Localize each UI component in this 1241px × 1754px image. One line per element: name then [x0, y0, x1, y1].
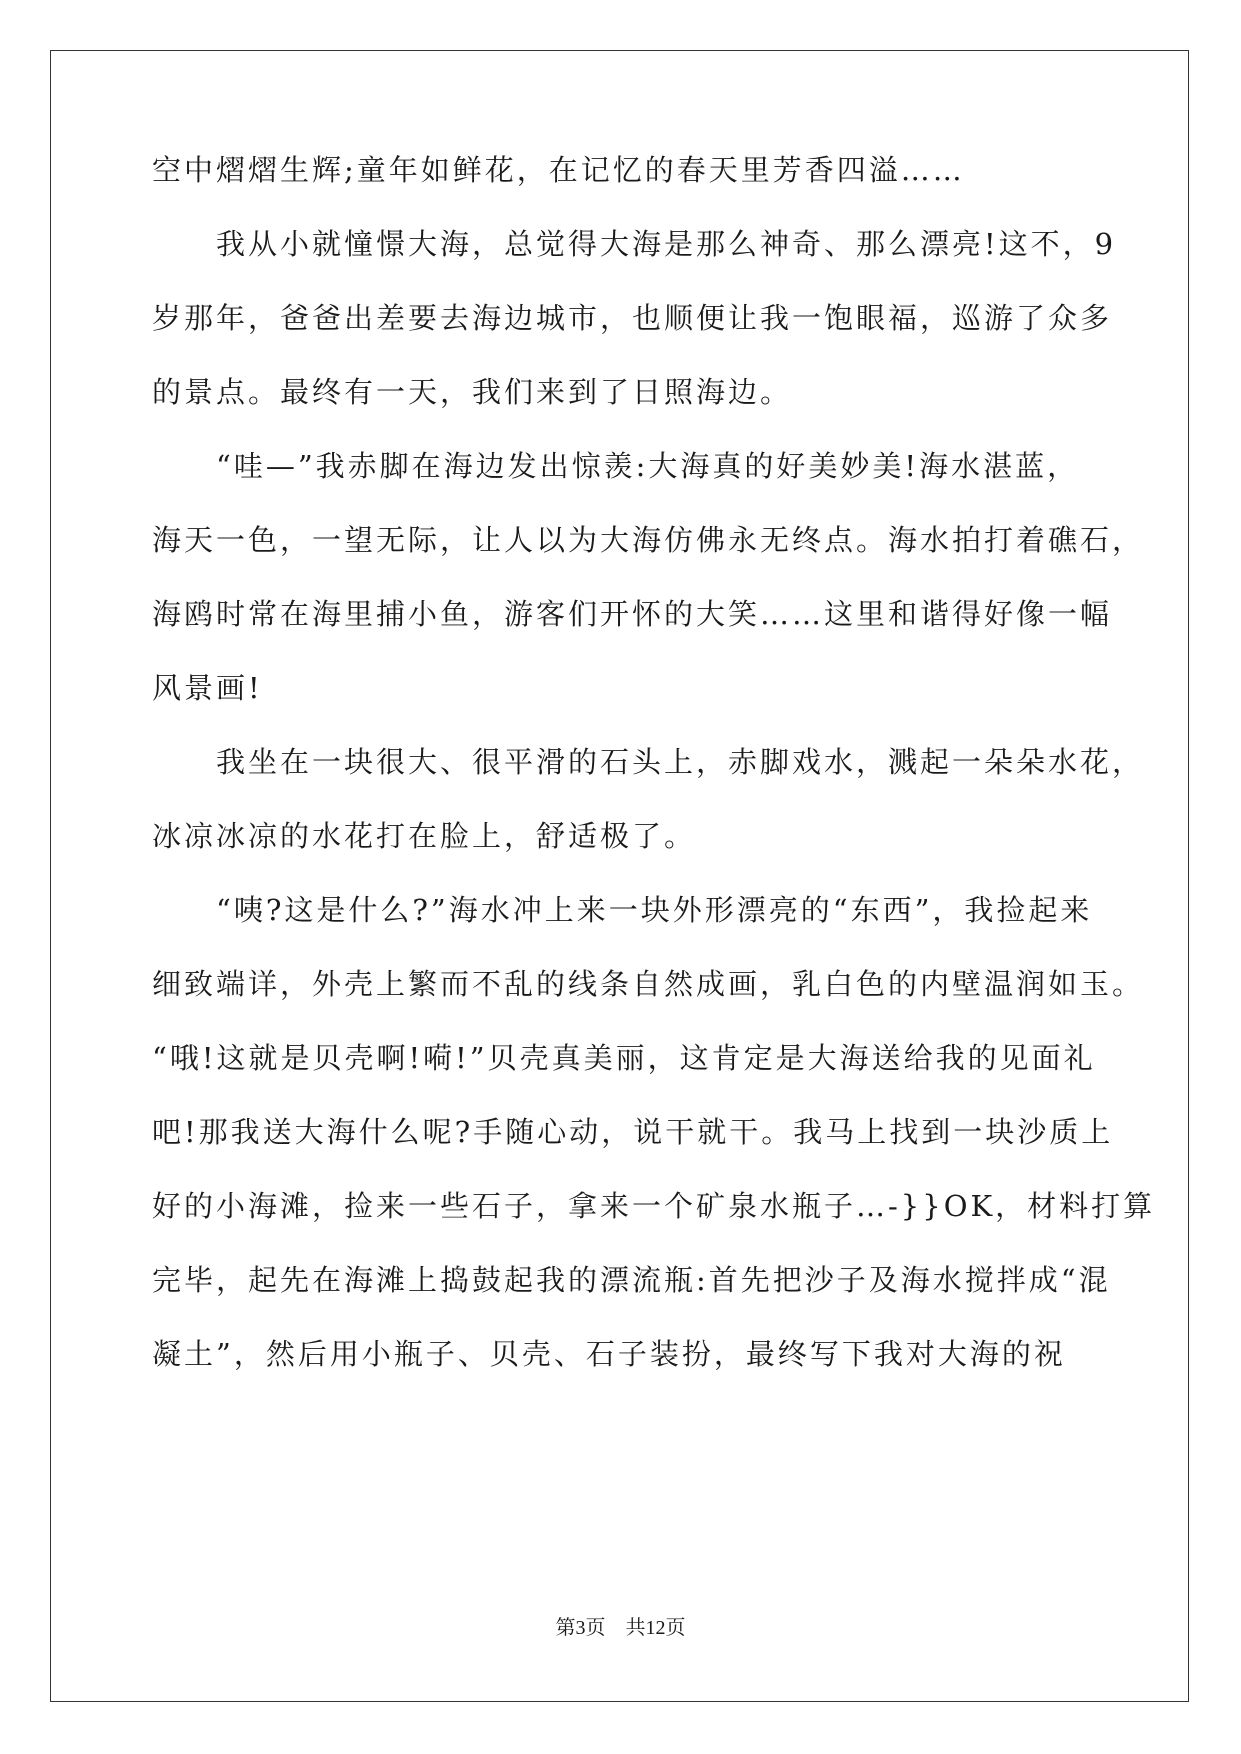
text-line: 好的小海滩，捡来一些石子，拿来一个矿泉水瓶子…-}}OK，材料打算	[152, 1189, 1156, 1223]
text-line: 吧!那我送大海什么呢?手随心动，说干就干。我马上找到一块沙质上	[152, 1115, 1114, 1149]
text-line: 我坐在一块很大、很平滑的石头上，赤脚戏水，溅起一朵朵水花，	[152, 745, 1145, 779]
text-line: “咦?这是什么?”海水冲上来一块外形漂亮的“东西”，我捡起来	[152, 893, 1093, 927]
text-line: 海鸥时常在海里捕小鱼，游客们开怀的大笑……这里和谐得好像一幅	[152, 597, 1113, 631]
text-line: 风景画!	[152, 671, 263, 705]
text-line: 我从小就憧憬大海，总觉得大海是那么神奇、那么漂亮!这不，9	[152, 227, 1117, 261]
page-border	[50, 50, 1189, 1702]
text-line: 空中熠熠生辉;童年如鲜花，在记忆的春天里芳香四溢……	[152, 153, 965, 187]
page-number-footer: 第3页 共12页	[555, 1617, 686, 1639]
text-line: 凝土”，然后用小瓶子、贝壳、石子装扮，最终写下我对大海的祝	[152, 1337, 1066, 1371]
text-line: 海天一色，一望无际，让人以为大海仿佛永无终点。海水拍打着礁石，	[152, 523, 1145, 557]
text-line: 细致端详，外壳上繁而不乱的线条自然成画，乳白色的内壁温润如玉。	[152, 967, 1145, 1001]
text-line: “哦!这就是贝壳啊!嗬!”贝壳真美丽，这肯定是大海送给我的见面礼	[152, 1041, 1096, 1075]
text-line: 岁那年，爸爸出差要去海边城市，也顺便让我一饱眼福，巡游了众多	[152, 301, 1113, 335]
text-line: 的景点。最终有一天，我们来到了日照海边。	[152, 375, 793, 409]
text-line: 冰凉冰凉的水花打在脸上，舒适极了。	[152, 819, 697, 853]
text-line: “哇—”我赤脚在海边发出惊羡:大海真的好美妙美!海水湛蓝，	[152, 449, 1080, 483]
text-line: 完毕，起先在海滩上捣鼓起我的漂流瓶:首先把沙子及海水搅拌成“混	[152, 1263, 1111, 1297]
